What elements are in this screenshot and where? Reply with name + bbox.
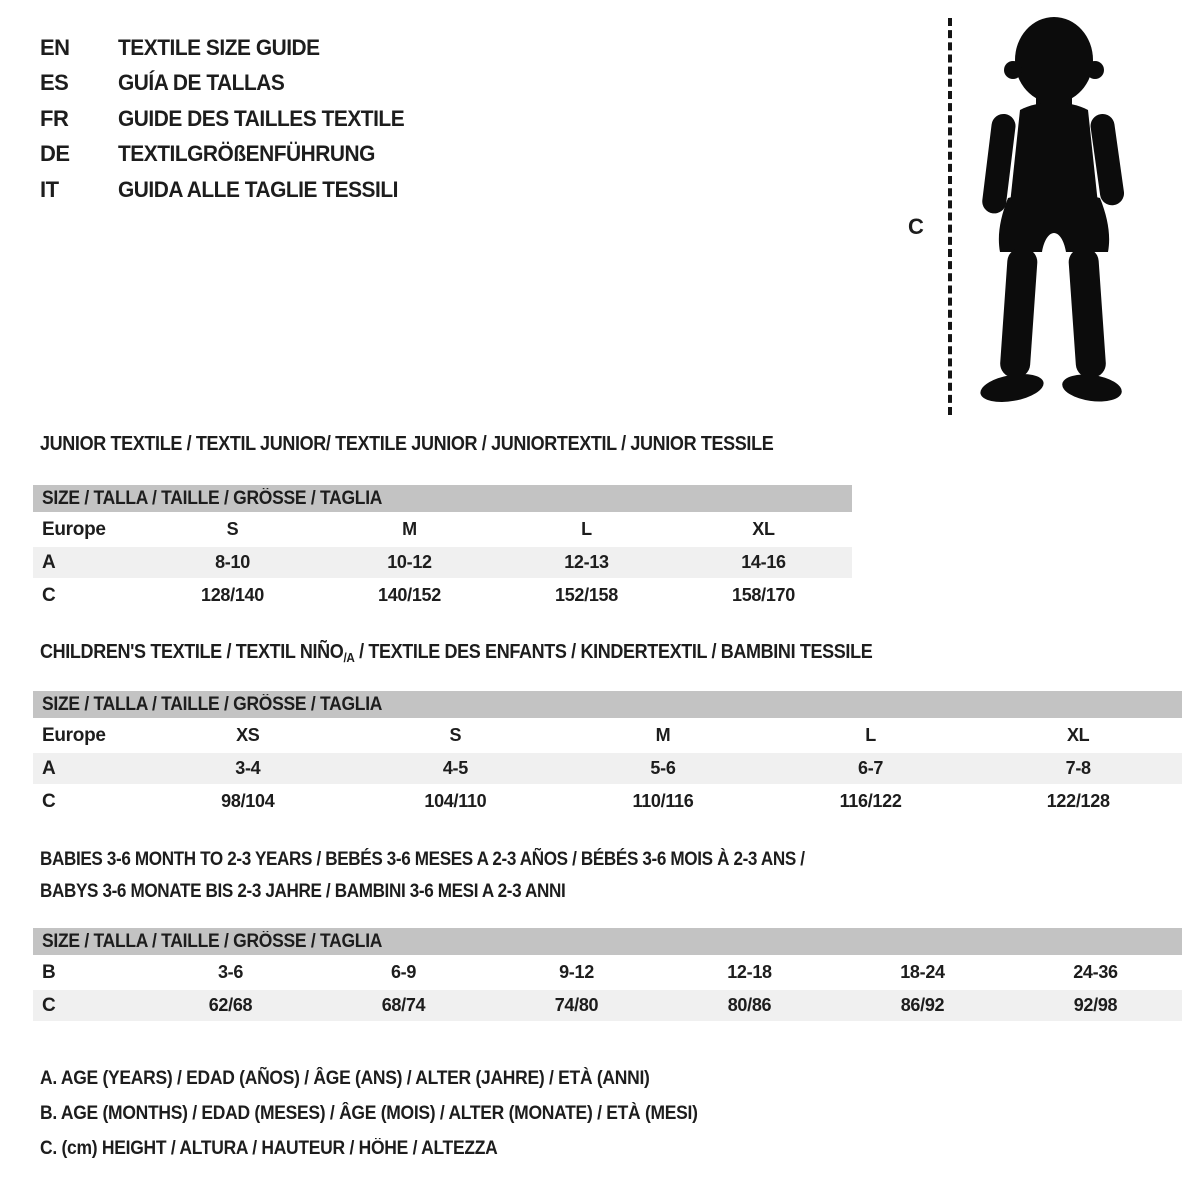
- table-cell: M: [402, 519, 417, 539]
- table-cell: 7-8: [1065, 758, 1091, 778]
- table-cell: 104/110: [424, 791, 487, 811]
- size-header-bar: [33, 928, 1182, 955]
- height-measure-dashed-line: [948, 18, 952, 415]
- table-cell: 110/116: [632, 791, 694, 811]
- table-cell: 122/128: [1046, 791, 1110, 811]
- table-cell: L: [581, 519, 592, 539]
- table-cell: S: [226, 519, 239, 539]
- list-item: [40, 137, 419, 173]
- table-cell: 3-4: [235, 758, 261, 778]
- table-row: [33, 580, 852, 611]
- size-header-bar: [33, 485, 852, 512]
- table-row: [33, 720, 1182, 751]
- table-cell: 12-18: [727, 962, 772, 982]
- table-cell: 6-7: [858, 758, 884, 778]
- row-label: C: [42, 790, 56, 812]
- table-cell: S: [449, 725, 462, 745]
- children-section-heading: [40, 641, 872, 665]
- children-size-table: [33, 691, 1182, 817]
- table-cell: 62/68: [208, 995, 253, 1015]
- table-row: [33, 990, 1182, 1021]
- list-item: [40, 172, 419, 208]
- heading-subscript: /A: [343, 650, 355, 665]
- table-cell: 92/98: [1073, 995, 1118, 1015]
- guide-title: GUIDE DES TAILLES TEXTILE: [118, 105, 405, 131]
- size-header-label: SIZE / TALLA / TAILLE / GRÖSSE / TAGLIA: [42, 930, 383, 952]
- language-code: FR: [40, 105, 69, 131]
- table-cell: 128/140: [201, 585, 264, 605]
- row-label: Europe: [42, 724, 106, 746]
- table-row: [33, 957, 1182, 988]
- heading-text: CHILDREN'S TEXTILE / TEXTIL NIÑO: [40, 641, 344, 663]
- table-cell: 14-16: [741, 552, 786, 572]
- table-row: [33, 786, 1182, 817]
- table-cell: 6-9: [390, 962, 417, 982]
- row-label: A: [42, 551, 56, 573]
- table-cell: XL: [752, 519, 775, 539]
- table-cell: 140/152: [378, 585, 441, 605]
- table-cell: 86/92: [900, 995, 945, 1015]
- babies-size-table: [33, 928, 1182, 1021]
- row-label: C: [42, 584, 56, 606]
- table-cell: 74/80: [554, 995, 599, 1015]
- row-label: B: [42, 961, 56, 983]
- table-cell: 158/170: [732, 585, 795, 605]
- list-item: [40, 101, 419, 137]
- table-cell: 4-5: [442, 758, 468, 778]
- junior-section-heading: JUNIOR TEXTILE / TEXTIL JUNIOR/ TEXTILE JUNIOR / JUNIORTEXTIL / JUNIOR TESSILE: [40, 433, 774, 455]
- list-item: [40, 30, 419, 66]
- table-cell: 3-6: [217, 962, 244, 982]
- table-cell: M: [655, 725, 671, 745]
- table-cell: 152/158: [555, 585, 618, 605]
- table-row: [33, 514, 852, 545]
- junior-size-table: [33, 485, 852, 611]
- table-cell: 5-6: [650, 758, 676, 778]
- table-cell: 8-10: [215, 552, 250, 572]
- table-cell: 9-12: [559, 962, 594, 982]
- guide-title: GUÍA DE TALLAS: [118, 70, 285, 96]
- table-cell: 116/122: [839, 791, 902, 811]
- row-label: A: [42, 757, 56, 779]
- table-cell: 98/104: [221, 791, 275, 811]
- heading-text: / TEXTILE DES ENFANTS / KINDERTEXTIL / BAMBINI TESSILE: [354, 641, 873, 663]
- table-cell: 18-24: [900, 962, 945, 982]
- table-cell: 24-36: [1073, 962, 1118, 982]
- table-cell: 10-12: [387, 552, 432, 572]
- size-header-label: SIZE / TALLA / TAILLE / GRÖSSE / TAGLIA: [42, 487, 383, 509]
- guide-title: GUIDA ALLE TAGLIE TESSILI: [118, 176, 398, 202]
- babies-section-heading-line2: BABYS 3-6 MONATE BIS 2-3 JAHRE / BAMBINI 3-6 MESI A 2-3 ANNI: [40, 881, 566, 902]
- legend-line-c: C. (cm) HEIGHT / ALTURA / HAUTEUR / HÖHE / ALTEZZA: [40, 1138, 498, 1159]
- language-code: IT: [40, 176, 59, 202]
- size-header-label: SIZE / TALLA / TAILLE / GRÖSSE / TAGLIA: [42, 693, 383, 715]
- language-code: DE: [40, 141, 70, 167]
- table-cell: XL: [1066, 725, 1090, 745]
- table-cell: 68/74: [381, 995, 426, 1015]
- row-label: C: [42, 994, 56, 1016]
- guide-title: TEXTILGRÖßENFÜHRUNG: [118, 141, 375, 167]
- language-title-list: [40, 30, 419, 208]
- babies-section-heading-line1: BABIES 3-6 MONTH TO 2-3 YEARS / BEBÉS 3-6 MESES A 2-3 AÑOS / BÉBÉS 3-6 MOIS À 2-3 ANS /: [40, 849, 805, 870]
- legend-line-b: B. AGE (MONTHS) / EDAD (MESES) / ÂGE (MOIS) / ALTER (MONATE) / ETÀ (MESI): [40, 1103, 698, 1124]
- table-row: [33, 753, 1182, 784]
- baby-silhouette-icon: [967, 12, 1139, 412]
- table-cell: XS: [236, 725, 260, 745]
- language-code: ES: [40, 70, 69, 96]
- guide-title: TEXTILE SIZE GUIDE: [118, 34, 320, 60]
- table-cell: 12-13: [564, 552, 609, 572]
- height-measure-label: C: [908, 214, 924, 239]
- language-code: EN: [40, 34, 70, 60]
- legend-line-a: A. AGE (YEARS) / EDAD (AÑOS) / ÂGE (ANS) / ALTER (JAHRE) / ETÀ (ANNI): [40, 1068, 650, 1089]
- table-cell: L: [865, 725, 876, 745]
- size-header-bar: [33, 691, 1182, 718]
- list-item: [40, 66, 419, 102]
- table-row: [33, 547, 852, 578]
- row-label: Europe: [42, 518, 106, 540]
- table-cell: 80/86: [727, 995, 772, 1015]
